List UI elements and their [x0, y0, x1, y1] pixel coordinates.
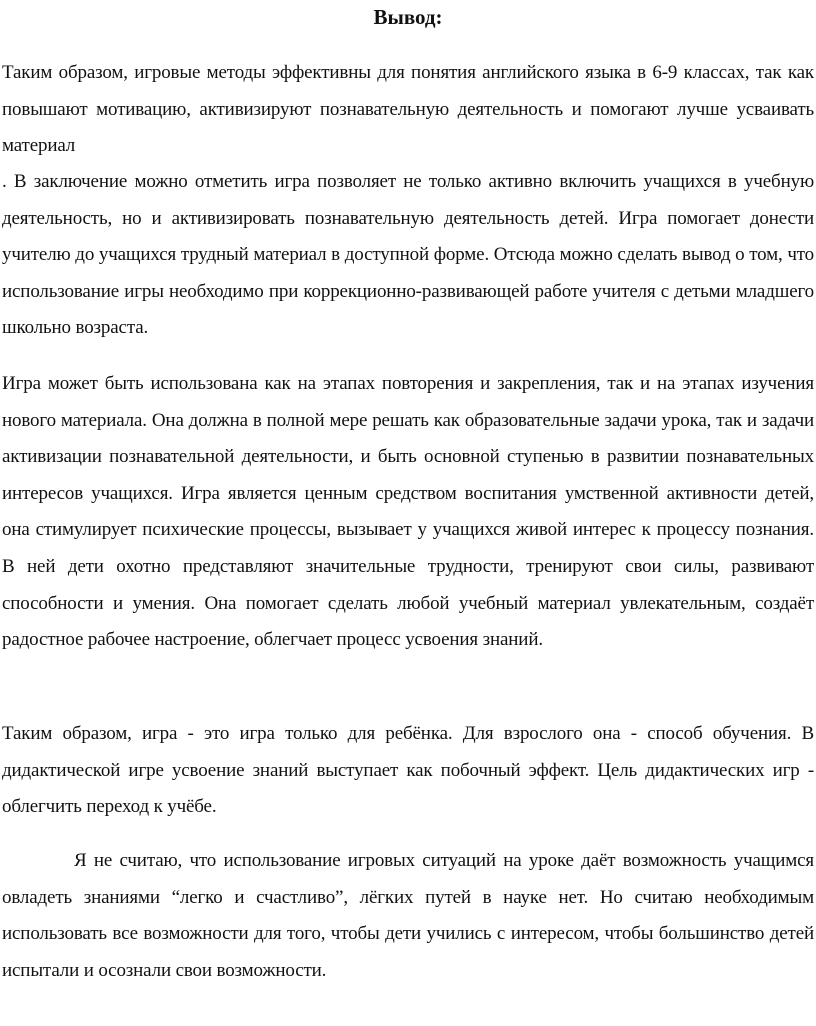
paragraph-game-for-child: Таким образом, игра - это игра только для ребёнка. Для взрослого она - способ обучения. В дидактической игре усвоение знаний выступает как побочный эффект. Цель дидактических игр - облегчить переход к учёбе. — [2, 723, 814, 818]
page-title: Вывод: — [373, 5, 443, 29]
paragraph-author-opinion: Я не считаю, что использование игровых ситуаций на уроке даёт возможность учащимся овладеть знаниями “легко и счастливо”, лёгких путей в науке нет. Но считаю необходимым использовать все возможности для того, чтобы дети учились с интересом, чтобы большинство детей испытали и осознали свои возможности. — [2, 850, 814, 981]
paragraph-conclusion-methods: Таким образом, игровые методы эффективны для понятия английского языка в 6-9 классах, так как повышают мотивацию, активизируют познавательную деятельность и помогают лучше усваивать материал — [2, 62, 814, 157]
paragraph-conclusion-game: . В заключение можно отметить игра позволяет не только активно включить учащихся в учебную деятельность, но и активизировать познавательную деятельность детей. Игра помогает донести учителю до учащихся трудный материал в доступной форме. Отсюда можно сделать вывод о том, что использование игры необходимо при коррекционно-развивающей работе учителя с детьми младшего школьно возраста. — [2, 171, 814, 339]
paragraph-game-usage: Игра может быть использована как на этапах повторения и закрепления, так и на этапах изучения нового материала. Она должна в полной мере решать как образовательные задачи урока, так и задачи активизации познавательной деятельности, и быть основной ступенью в развитии познавательных интересов учащихся. Игра является ценным средством воспитания умственной активности детей, она стимулирует психические процессы, вызывает у учащихся живой интерес к процессу познания. В ней дети охотно представляют значительные трудности, тренируют свои силы, развивают способности и умения. Она помогает сделать любой учебный материал увлекательным, создаёт радостное рабочее настроение, облегчает процесс усвоения знаний. — [2, 373, 814, 651]
